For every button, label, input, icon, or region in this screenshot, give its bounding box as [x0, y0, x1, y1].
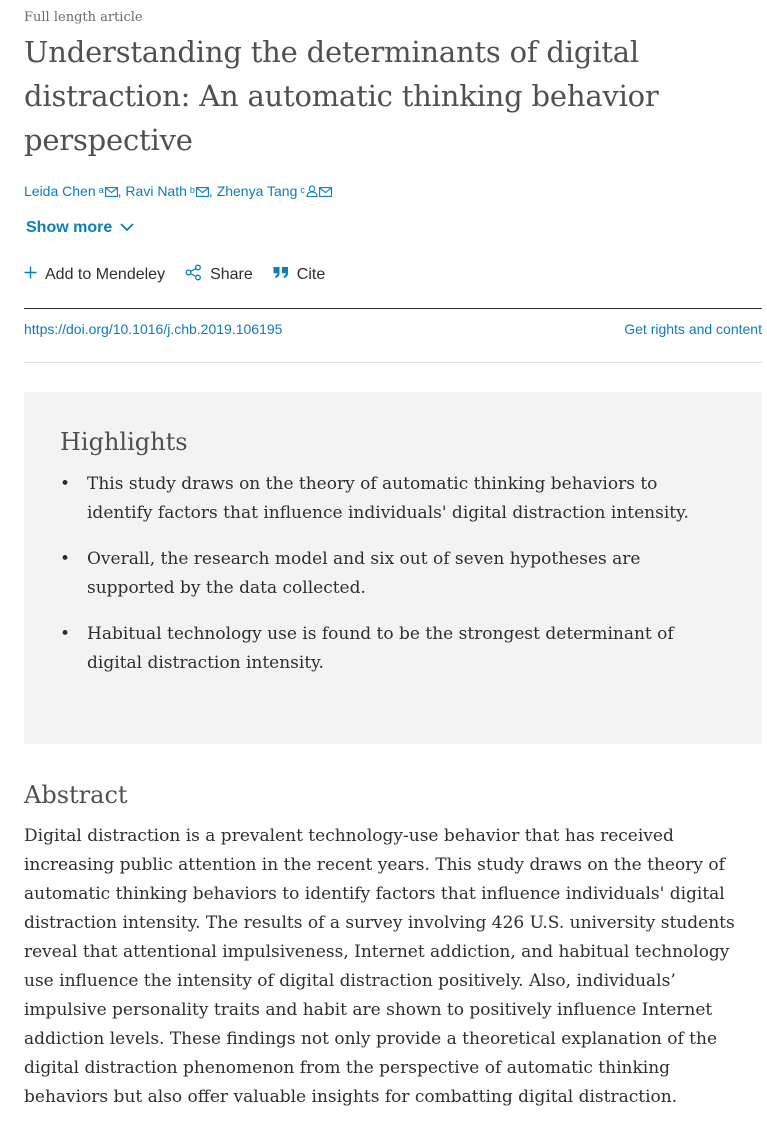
- quote-icon: [273, 266, 289, 284]
- mail-icon[interactable]: [319, 184, 332, 200]
- author-link[interactable]: [125, 183, 194, 199]
- highlights-title: Highlights: [60, 428, 188, 456]
- plus-icon: [24, 266, 37, 284]
- divider: [24, 308, 762, 309]
- get-rights-link[interactable]: Get rights and content: [624, 321, 762, 337]
- cite-button[interactable]: [273, 264, 325, 286]
- mail-icon[interactable]: [196, 184, 209, 200]
- doi-link[interactable]: https://doi.org/10.1016/j.chb.2019.106195: [24, 321, 283, 337]
- author-affiliation: b: [189, 185, 195, 195]
- show-more-label: Show more: [26, 219, 113, 236]
- share-icon: [185, 264, 202, 286]
- share-button[interactable]: [185, 264, 253, 286]
- add-to-mendeley-label: Add to Mendeley: [45, 266, 166, 283]
- divider: [24, 362, 762, 363]
- corresponding-author-icon[interactable]: [306, 184, 318, 200]
- author-name: Leida Chen: [24, 183, 96, 199]
- abstract-title: Abstract: [24, 781, 128, 809]
- author-link[interactable]: [24, 183, 104, 199]
- article-type: Full length article: [24, 10, 143, 25]
- article-actions: [24, 264, 325, 286]
- cite-label: Cite: [296, 266, 326, 283]
- highlight-item: • Habitual technology use is found to be the strongest determinant of digital distraction intensity.: [60, 620, 720, 678]
- author-link[interactable]: [217, 183, 305, 199]
- highlight-item: • This study draws on the theory of automatic thinking behaviors to identify factors that influence individuals' digital distraction intensity.: [60, 470, 720, 528]
- highlight-item: • Overall, the research model and six out of seven hypotheses are supported by the data collected.: [60, 545, 720, 603]
- author-name: Zhenya Tang: [216, 183, 298, 199]
- author-list: [24, 183, 332, 200]
- author-affiliation: c: [300, 185, 305, 195]
- author-separator: ,: [117, 183, 126, 199]
- author-name: Ravi Nath: [125, 183, 187, 199]
- mail-icon[interactable]: [105, 184, 118, 200]
- article-title: Understanding the determinants of digital distraction: An automatic thinking behavior perspective: [24, 35, 659, 157]
- share-label: Share: [210, 266, 253, 283]
- doi-row: [24, 321, 762, 337]
- show-more-button[interactable]: [26, 219, 134, 237]
- chevron-down-icon: [120, 219, 134, 237]
- highlights-list: [60, 470, 720, 695]
- add-to-mendeley-button[interactable]: [24, 264, 165, 286]
- author-separator: ,: [208, 183, 217, 199]
- author-affiliation: a: [98, 185, 104, 195]
- abstract-text: Digital distraction is a prevalent technology-use behavior that has received increasing public attention in the recent years. This study draws on the theory of automatic thinking behaviors to identify factors that influence individuals' digital distraction intensity. The results of a survey involving 426 U.S. university students reveal that attentional impulsiveness, Internet addiction, and habitual technology use influence the intensity of digital distraction positively. Also, individuals’ impulsive personality traits and habit are shown to positively influence Internet addiction levels. These findings not only provide a theoretical explanation of the digital distraction phenomenon from the perspective of automatic thinking behaviors but also offer valuable insights for combatting digital distraction.: [24, 826, 735, 1107]
